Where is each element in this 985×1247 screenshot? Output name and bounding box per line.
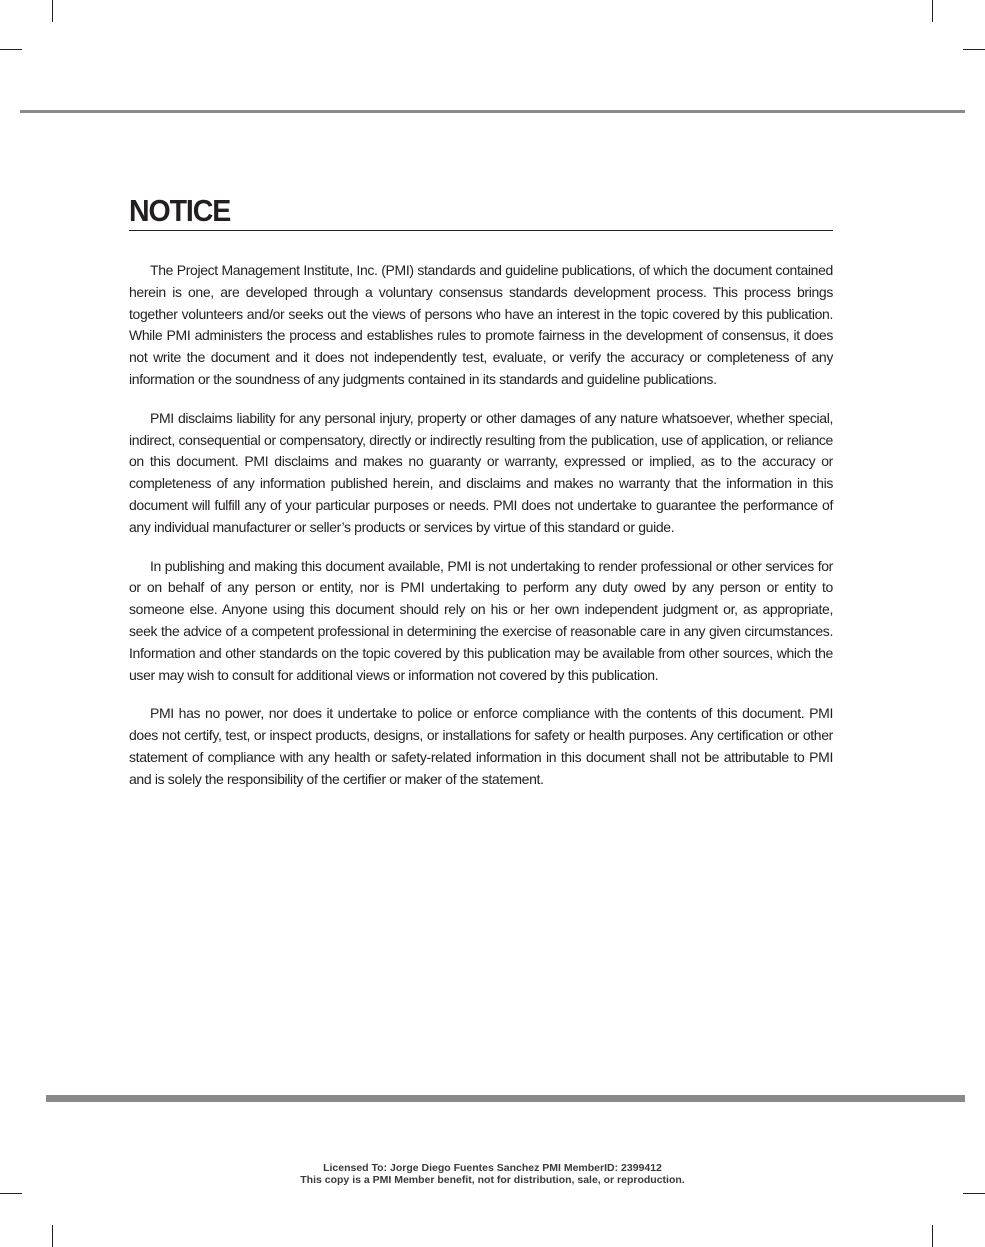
footer-rule (46, 1095, 965, 1102)
paragraph: PMI has no power, nor does it undertake to police or enforce compliance with the contents of this document. PMI does not certify, test, or inspect products, designs, or installations for safety or health purposes. Any certification or other statement of compliance with any health or safety-related information in this document shall not be attributable to PMI and is solely the responsibility of the certifier or maker of the statement. (129, 705, 833, 787)
crop-mark-top-left-horizontal (0, 49, 22, 50)
crop-mark-top-left-vertical (52, 0, 53, 22)
page-title: NOTICE (129, 193, 231, 228)
crop-mark-top-right-horizontal (963, 49, 985, 50)
crop-mark-bottom-right-vertical (932, 1225, 933, 1247)
license-line: Licensed To: Jorge Diego Fuentes Sanchez PMI MemberID: 2399412 (323, 1162, 662, 1174)
crop-mark-top-right-vertical (932, 0, 933, 22)
distribution-notice: This copy is a PMI Member benefit, not for distribution, sale, or reproduction. (300, 1174, 685, 1186)
paragraph: The Project Management Institute, Inc. (PMI) standards and guideline publications, of which the document contained herein is one, are developed through a voluntary consensus standards development process. This process brings together volunteers and/or seeks out the views of persons who have an interest in the topic covered by this publication. While PMI administers the process and establishes rules to promote fairness in the development of consensus, it does not write the document and it does not independently test, evaluate, or verify the accuracy or completeness of any information or the soundness of any judgments contained in its standards and guideline publications. (129, 262, 833, 387)
notice-body (129, 260, 833, 808)
title-underline (129, 230, 833, 231)
license-footer (0, 1162, 985, 1186)
crop-mark-bottom-left-vertical (52, 1225, 53, 1247)
header-rule (20, 110, 965, 113)
paragraph: PMI disclaims liability for any personal injury, property or other damages of any nature whatsoever, whether special, indirect, consequential or compensatory, directly or indirectly resulting from the publication, use of application, or reliance on this document. PMI disclaims and makes no guaranty or warranty, expressed or implied, as to the accuracy or completeness of any information published herein, and disclaims and makes no warranty that the information in this document will fulfill any of your particular purposes or needs. PMI does not undertake to guarantee the performance of any individual manufacturer or seller’s products or services by virtue of this standard or guide. (129, 409, 833, 535)
crop-mark-bottom-right-horizontal (963, 1193, 985, 1194)
paragraph: In publishing and making this document available, PMI is not undertaking to render professional or other services for or on behalf of any person or entity, nor is PMI undertaking to perform any duty owed by any person or entity to someone else. Anyone using this document should rely on his or her own independent judgment or, as appropriate, seek the advice of a competent professional in determining the exercise of reasonable care in any given circumstances. Information and other standards on the topic covered by this publication may be available from other sources, which the user may wish to consult for additional views or information not covered by this publication. (129, 557, 833, 683)
crop-mark-bottom-left-horizontal (0, 1193, 22, 1194)
